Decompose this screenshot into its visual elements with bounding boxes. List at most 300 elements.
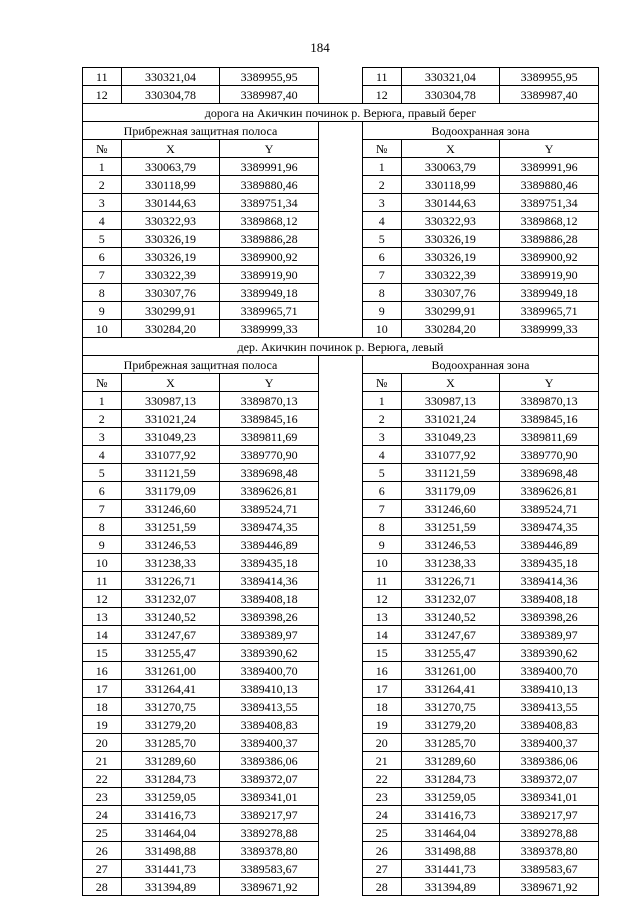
- point-number-cell: 7: [83, 266, 122, 284]
- x-coordinate-cell: 330987,13: [121, 392, 220, 410]
- y-coordinate-cell: 3389390,62: [220, 644, 319, 662]
- point-number-cell: 24: [83, 806, 122, 824]
- y-coordinate-cell: 3389880,46: [500, 176, 599, 194]
- table-row: [83, 788, 599, 806]
- x-coordinate-cell: 331179,09: [401, 482, 500, 500]
- point-number-cell: 7: [362, 500, 401, 518]
- column-gap: [318, 860, 362, 878]
- x-coordinate-cell: 331464,04: [121, 824, 220, 842]
- x-coordinate-cell: 331226,71: [121, 572, 220, 590]
- table-row: [83, 806, 599, 824]
- point-number-cell: 3: [362, 428, 401, 446]
- point-number-cell: 14: [362, 626, 401, 644]
- column-gap: [318, 824, 362, 842]
- y-coordinate-cell: 3389410,13: [220, 680, 319, 698]
- point-number-cell: 23: [83, 788, 122, 806]
- x-coordinate-cell: 331255,47: [121, 644, 220, 662]
- y-coordinate-cell: 3389414,36: [500, 572, 599, 590]
- y-coordinate-cell: 3389400,37: [220, 734, 319, 752]
- y-coordinate-cell: 3389446,89: [220, 536, 319, 554]
- x-coordinate-cell: 330118,99: [401, 176, 500, 194]
- x-coordinate-cell: 331121,59: [121, 464, 220, 482]
- x-coordinate-cell: 331246,53: [121, 536, 220, 554]
- point-number-cell: 22: [362, 770, 401, 788]
- x-coordinate-cell: 330284,20: [121, 320, 220, 338]
- y-coordinate-cell: 3389378,80: [500, 842, 599, 860]
- column-gap: [318, 68, 362, 86]
- point-number-cell: 18: [362, 698, 401, 716]
- x-coordinate-cell: 331077,92: [401, 446, 500, 464]
- y-coordinate-cell: 3389372,07: [220, 770, 319, 788]
- column-gap: [318, 176, 362, 194]
- column-gap: [318, 626, 362, 644]
- point-number-cell: 28: [83, 878, 122, 896]
- point-number-cell: 8: [83, 518, 122, 536]
- y-coordinate-cell: 3389770,90: [500, 446, 599, 464]
- point-number-cell: 17: [362, 680, 401, 698]
- point-number-cell: 7: [362, 266, 401, 284]
- point-number-cell: 3: [362, 194, 401, 212]
- x-coordinate-cell: 331416,73: [121, 806, 220, 824]
- table-row: [83, 572, 599, 590]
- point-number-cell: 9: [83, 302, 122, 320]
- point-number-cell: 1: [83, 392, 122, 410]
- y-coordinate-cell: 3389398,26: [220, 608, 319, 626]
- table-row: [83, 500, 599, 518]
- y-coordinate-cell: 3389949,18: [500, 284, 599, 302]
- table-row: [83, 608, 599, 626]
- point-number-cell: 5: [362, 230, 401, 248]
- y-coordinate-cell: 3389372,07: [500, 770, 599, 788]
- y-coordinate-cell: 3389919,90: [220, 266, 319, 284]
- point-number-cell: 13: [362, 608, 401, 626]
- point-number-cell: 25: [362, 824, 401, 842]
- y-coordinate-cell: 3389583,67: [500, 860, 599, 878]
- column-gap: [318, 86, 362, 104]
- table-row: [83, 590, 599, 608]
- table-row: [83, 428, 599, 446]
- table-row: [83, 212, 599, 230]
- column-gap: [318, 572, 362, 590]
- point-number-cell: 16: [362, 662, 401, 680]
- y-coordinate-cell: 3389278,88: [500, 824, 599, 842]
- column-gap: [318, 248, 362, 266]
- y-coordinate-cell: 3389886,28: [220, 230, 319, 248]
- column-gap: [318, 734, 362, 752]
- point-number-cell: 6: [83, 482, 122, 500]
- y-coordinate-cell: 3389870,13: [500, 392, 599, 410]
- zone-header-row: [83, 122, 599, 140]
- point-number-cell: 7: [83, 500, 122, 518]
- table-row: [83, 878, 599, 896]
- point-number-cell: 9: [362, 302, 401, 320]
- table-row: [83, 842, 599, 860]
- x-coordinate-cell: 331049,23: [121, 428, 220, 446]
- x-coordinate-cell: 330322,39: [401, 266, 500, 284]
- point-number-cell: 28: [362, 878, 401, 896]
- column-gap: [318, 266, 362, 284]
- x-coordinate-cell: 330304,78: [121, 86, 220, 104]
- x-column-header: X: [121, 374, 220, 392]
- y-coordinate-cell: 3389389,97: [500, 626, 599, 644]
- point-number-cell: 12: [83, 590, 122, 608]
- y-coordinate-cell: 3389811,69: [220, 428, 319, 446]
- point-number-cell: 15: [362, 644, 401, 662]
- y-coordinate-cell: 3389408,83: [220, 716, 319, 734]
- number-column-header: №: [362, 140, 401, 158]
- y-coordinate-cell: 3389671,92: [500, 878, 599, 896]
- y-column-header: Y: [500, 140, 599, 158]
- x-coordinate-cell: 331284,73: [121, 770, 220, 788]
- column-gap: [318, 140, 362, 158]
- table-row: [83, 392, 599, 410]
- column-gap: [318, 410, 362, 428]
- section-title: дорога на Акичкин починок р. Верюга, правый берег: [83, 104, 599, 122]
- x-coordinate-cell: 330118,99: [121, 176, 220, 194]
- y-coordinate-cell: 3389845,16: [500, 410, 599, 428]
- column-gap: [318, 194, 362, 212]
- column-gap: [318, 698, 362, 716]
- y-coordinate-cell: 3389991,96: [500, 158, 599, 176]
- point-number-cell: 4: [83, 446, 122, 464]
- column-gap: [318, 518, 362, 536]
- x-coordinate-cell: 331284,73: [401, 770, 500, 788]
- y-coordinate-cell: 3389886,28: [500, 230, 599, 248]
- point-number-cell: 17: [83, 680, 122, 698]
- point-number-cell: 27: [83, 860, 122, 878]
- point-number-cell: 5: [83, 230, 122, 248]
- x-coordinate-cell: 331498,88: [121, 842, 220, 860]
- number-column-header: №: [362, 374, 401, 392]
- point-number-cell: 11: [83, 68, 122, 86]
- x-coordinate-cell: 331226,71: [401, 572, 500, 590]
- table-row: [83, 284, 599, 302]
- table-row: [83, 716, 599, 734]
- point-number-cell: 23: [362, 788, 401, 806]
- table-row: [83, 644, 599, 662]
- column-gap: [318, 536, 362, 554]
- x-coordinate-cell: 331238,33: [121, 554, 220, 572]
- column-gap: [318, 752, 362, 770]
- x-coordinate-cell: 331021,24: [121, 410, 220, 428]
- y-coordinate-cell: 3389386,06: [500, 752, 599, 770]
- point-number-cell: 25: [83, 824, 122, 842]
- point-number-cell: 19: [83, 716, 122, 734]
- y-coordinate-cell: 3389378,80: [220, 842, 319, 860]
- y-coordinate-cell: 3389400,70: [220, 662, 319, 680]
- y-coordinate-cell: 3389900,92: [220, 248, 319, 266]
- y-coordinate-cell: 3389217,97: [500, 806, 599, 824]
- point-number-cell: 5: [83, 464, 122, 482]
- x-coordinate-cell: 331394,89: [121, 878, 220, 896]
- x-coordinate-cell: 331179,09: [121, 482, 220, 500]
- point-number-cell: 20: [83, 734, 122, 752]
- y-coordinate-cell: 3389868,12: [500, 212, 599, 230]
- coastal-strip-header: Прибрежная защитная полоса: [83, 122, 319, 140]
- y-coordinate-cell: 3389870,13: [220, 392, 319, 410]
- x-coordinate-cell: 331264,41: [401, 680, 500, 698]
- point-number-cell: 12: [362, 86, 401, 104]
- x-coordinate-cell: 331255,47: [401, 644, 500, 662]
- x-coordinate-cell: 331416,73: [401, 806, 500, 824]
- x-coordinate-cell: 330322,39: [121, 266, 220, 284]
- column-header-row: [83, 374, 599, 392]
- number-column-header: №: [83, 140, 122, 158]
- x-coordinate-cell: 331289,60: [121, 752, 220, 770]
- y-column-header: Y: [220, 140, 319, 158]
- x-coordinate-cell: 330321,04: [121, 68, 220, 86]
- y-coordinate-cell: 3389991,96: [220, 158, 319, 176]
- y-coordinate-cell: 3389811,69: [500, 428, 599, 446]
- y-coordinate-cell: 3389400,37: [500, 734, 599, 752]
- column-gap: [318, 554, 362, 572]
- x-coordinate-cell: 330987,13: [401, 392, 500, 410]
- y-coordinate-cell: 3389770,90: [220, 446, 319, 464]
- point-number-cell: 15: [83, 644, 122, 662]
- y-coordinate-cell: 3389341,01: [220, 788, 319, 806]
- y-coordinate-cell: 3389435,18: [500, 554, 599, 572]
- column-gap: [318, 284, 362, 302]
- point-number-cell: 5: [362, 464, 401, 482]
- point-number-cell: 4: [83, 212, 122, 230]
- column-gap: [318, 500, 362, 518]
- x-coordinate-cell: 331232,07: [121, 590, 220, 608]
- column-gap: [318, 230, 362, 248]
- y-coordinate-cell: 3389626,81: [220, 482, 319, 500]
- column-gap: [318, 590, 362, 608]
- point-number-cell: 11: [362, 68, 401, 86]
- point-number-cell: 2: [83, 410, 122, 428]
- point-number-cell: 1: [83, 158, 122, 176]
- point-number-cell: 10: [83, 320, 122, 338]
- x-coordinate-cell: 330322,93: [401, 212, 500, 230]
- y-coordinate-cell: 3389435,18: [220, 554, 319, 572]
- point-number-cell: 12: [362, 590, 401, 608]
- table-row: [83, 464, 599, 482]
- point-number-cell: 2: [362, 410, 401, 428]
- table-row: [83, 158, 599, 176]
- x-coordinate-cell: 331498,88: [401, 842, 500, 860]
- point-number-cell: 4: [362, 212, 401, 230]
- table-row: [83, 482, 599, 500]
- x-coordinate-cell: 331077,92: [121, 446, 220, 464]
- column-gap: [318, 662, 362, 680]
- point-number-cell: 2: [83, 176, 122, 194]
- x-coordinate-cell: 331289,60: [401, 752, 500, 770]
- x-coordinate-cell: 331246,60: [401, 500, 500, 518]
- table-row: [83, 860, 599, 878]
- y-column-header: Y: [500, 374, 599, 392]
- column-gap: [318, 878, 362, 896]
- water-protection-zone-header: Водоохранная зона: [362, 122, 598, 140]
- point-number-cell: 8: [362, 284, 401, 302]
- y-coordinate-cell: 3389408,83: [500, 716, 599, 734]
- x-coordinate-cell: 331270,75: [401, 698, 500, 716]
- y-coordinate-cell: 3389965,71: [500, 302, 599, 320]
- y-coordinate-cell: 3389413,55: [500, 698, 599, 716]
- x-coordinate-cell: 331246,60: [121, 500, 220, 518]
- point-number-cell: 27: [362, 860, 401, 878]
- point-number-cell: 6: [362, 248, 401, 266]
- x-coordinate-cell: 330144,63: [401, 194, 500, 212]
- y-coordinate-cell: 3389474,35: [220, 518, 319, 536]
- x-coordinate-cell: 331021,24: [401, 410, 500, 428]
- x-coordinate-cell: 331238,33: [401, 554, 500, 572]
- x-coordinate-cell: 330326,19: [121, 230, 220, 248]
- point-number-cell: 13: [83, 608, 122, 626]
- column-gap: [318, 122, 362, 140]
- table-row: [83, 752, 599, 770]
- column-gap: [318, 446, 362, 464]
- table-row: [83, 248, 599, 266]
- y-coordinate-cell: 3389698,48: [500, 464, 599, 482]
- x-coordinate-cell: 331247,67: [121, 626, 220, 644]
- table-row: [83, 734, 599, 752]
- y-coordinate-cell: 3389583,67: [220, 860, 319, 878]
- x-coordinate-cell: 331264,41: [121, 680, 220, 698]
- x-column-header: X: [121, 140, 220, 158]
- y-coordinate-cell: 3389965,71: [220, 302, 319, 320]
- column-gap: [318, 158, 362, 176]
- point-number-cell: 10: [362, 320, 401, 338]
- y-coordinate-cell: 3389414,36: [220, 572, 319, 590]
- point-number-cell: 21: [362, 752, 401, 770]
- y-coordinate-cell: 3389999,33: [220, 320, 319, 338]
- column-header-row: [83, 140, 599, 158]
- x-coordinate-cell: 331251,59: [401, 518, 500, 536]
- x-coordinate-cell: 331240,52: [401, 608, 500, 626]
- x-coordinate-cell: 331251,59: [121, 518, 220, 536]
- x-coordinate-cell: 331246,53: [401, 536, 500, 554]
- y-coordinate-cell: 3389880,46: [220, 176, 319, 194]
- point-number-cell: 26: [83, 842, 122, 860]
- y-coordinate-cell: 3389386,06: [220, 752, 319, 770]
- column-gap: [318, 392, 362, 410]
- point-number-cell: 4: [362, 446, 401, 464]
- y-coordinate-cell: 3389217,97: [220, 806, 319, 824]
- y-coordinate-cell: 3389671,92: [220, 878, 319, 896]
- point-number-cell: 8: [83, 284, 122, 302]
- table-row: [83, 626, 599, 644]
- point-number-cell: 9: [362, 536, 401, 554]
- y-coordinate-cell: 3389955,95: [220, 68, 319, 86]
- x-coordinate-cell: 331232,07: [401, 590, 500, 608]
- x-coordinate-cell: 330326,19: [401, 248, 500, 266]
- column-gap: [318, 464, 362, 482]
- y-column-header: Y: [220, 374, 319, 392]
- x-coordinate-cell: 331394,89: [401, 878, 500, 896]
- point-number-cell: 1: [362, 392, 401, 410]
- column-gap: [318, 788, 362, 806]
- section-title: дер. Акичкин починок р. Верюга, левый: [83, 338, 599, 356]
- column-gap: [318, 374, 362, 392]
- column-gap: [318, 302, 362, 320]
- column-gap: [318, 644, 362, 662]
- y-coordinate-cell: 3389278,88: [220, 824, 319, 842]
- x-coordinate-cell: 331247,67: [401, 626, 500, 644]
- x-coordinate-cell: 331259,05: [401, 788, 500, 806]
- point-number-cell: 3: [83, 428, 122, 446]
- y-coordinate-cell: 3389626,81: [500, 482, 599, 500]
- table-row: [83, 518, 599, 536]
- point-number-cell: 10: [362, 554, 401, 572]
- column-gap: [318, 428, 362, 446]
- table-row: [83, 320, 599, 338]
- zone-header-row: [83, 356, 599, 374]
- table-row: [83, 68, 599, 86]
- table-row: [83, 446, 599, 464]
- y-coordinate-cell: 3389389,97: [220, 626, 319, 644]
- y-coordinate-cell: 3389868,12: [220, 212, 319, 230]
- page-number: 184: [310, 40, 330, 55]
- point-number-cell: 9: [83, 536, 122, 554]
- x-coordinate-cell: 330304,78: [401, 86, 500, 104]
- column-gap: [318, 482, 362, 500]
- column-gap: [318, 356, 362, 374]
- coordinates-table: [82, 67, 599, 896]
- y-coordinate-cell: 3389751,34: [500, 194, 599, 212]
- x-column-header: X: [401, 140, 500, 158]
- x-coordinate-cell: 331441,73: [401, 860, 500, 878]
- y-coordinate-cell: 3389751,34: [220, 194, 319, 212]
- table-row: [83, 86, 599, 104]
- section-title-row: [83, 104, 599, 122]
- y-coordinate-cell: 3389398,26: [500, 608, 599, 626]
- column-gap: [318, 320, 362, 338]
- table-row: [83, 662, 599, 680]
- x-coordinate-cell: 331121,59: [401, 464, 500, 482]
- y-coordinate-cell: 3389474,35: [500, 518, 599, 536]
- x-coordinate-cell: 330321,04: [401, 68, 500, 86]
- y-coordinate-cell: 3389390,62: [500, 644, 599, 662]
- table-row: [83, 698, 599, 716]
- column-gap: [318, 770, 362, 788]
- x-coordinate-cell: 330326,19: [121, 248, 220, 266]
- y-coordinate-cell: 3389987,40: [220, 86, 319, 104]
- point-number-cell: 12: [83, 86, 122, 104]
- section-title-row: [83, 338, 599, 356]
- column-gap: [318, 716, 362, 734]
- number-column-header: №: [83, 374, 122, 392]
- x-column-header: X: [401, 374, 500, 392]
- table-row: [83, 266, 599, 284]
- point-number-cell: 8: [362, 518, 401, 536]
- point-number-cell: 11: [362, 572, 401, 590]
- x-coordinate-cell: 331464,04: [401, 824, 500, 842]
- point-number-cell: 22: [83, 770, 122, 788]
- water-protection-zone-header: Водоохранная зона: [362, 356, 598, 374]
- table-row: [83, 410, 599, 428]
- y-coordinate-cell: 3389900,92: [500, 248, 599, 266]
- point-number-cell: 3: [83, 194, 122, 212]
- table-row: [83, 194, 599, 212]
- column-gap: [318, 212, 362, 230]
- point-number-cell: 2: [362, 176, 401, 194]
- x-coordinate-cell: 331441,73: [121, 860, 220, 878]
- x-coordinate-cell: 331279,20: [121, 716, 220, 734]
- table-row: [83, 770, 599, 788]
- y-coordinate-cell: 3389698,48: [220, 464, 319, 482]
- table-row: [83, 680, 599, 698]
- point-number-cell: 26: [362, 842, 401, 860]
- x-coordinate-cell: 330307,76: [121, 284, 220, 302]
- table-row: [83, 554, 599, 572]
- x-coordinate-cell: 330299,91: [121, 302, 220, 320]
- y-coordinate-cell: 3389955,95: [500, 68, 599, 86]
- table-row: [83, 824, 599, 842]
- y-coordinate-cell: 3389524,71: [220, 500, 319, 518]
- point-number-cell: 11: [83, 572, 122, 590]
